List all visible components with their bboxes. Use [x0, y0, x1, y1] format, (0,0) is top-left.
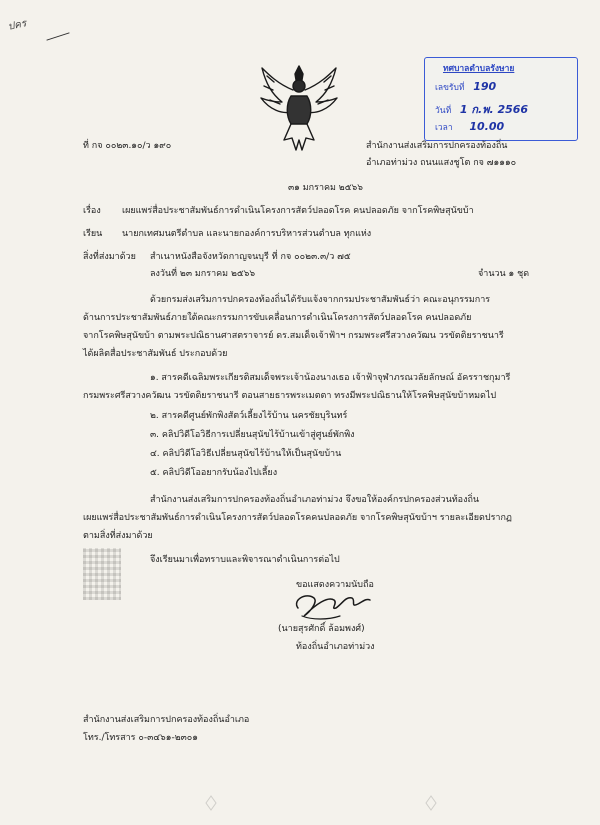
footer-phone: โทร./โทรสาร ๐-๓๔๖๑-๒๓๐๑: [83, 733, 199, 743]
pen-stroke: [46, 32, 69, 40]
closing: ขอแสดงความนับถือ: [296, 580, 374, 590]
enclosure-label: สิ่งที่ส่งมาด้วย: [83, 252, 136, 262]
faint-emblem-icon: [200, 795, 222, 811]
signature-icon: [288, 586, 378, 626]
stamp-org: ทศบาลตำบลรังษาย: [443, 64, 515, 74]
footer-office: สำนักงานส่งเสริมการปกครองท้องถิ่นอำเภอ: [83, 715, 250, 725]
enclosure-line1: สำเนาหนังสือจังหวัดกาญจนบุรี ที่ กจ ๐๐๒๓.๓/ว ๗๕: [150, 252, 351, 262]
letter-date: ๓๑ มกราคม ๒๕๖๖: [288, 183, 363, 193]
sender-line2: อำเภอท่าม่วง ถนนแสงชูโต กจ ๗๑๑๑๐: [366, 158, 517, 168]
para1-line: ด้วยกรมส่งเสริมการปกครองท้องถิ่นได้รับแจ้งจากกรมประชาสัมพันธ์ว่า คณะอนุกรรมการ: [150, 295, 491, 305]
para2-line: เผยแพร่สื่อประชาสัมพันธ์การดำเนินโครงการสัตว์ปลอดโรคคนปลอดภัย จากโรคพิษสุนัขบ้าฯ รายละเอียดปรากฏ: [83, 513, 512, 523]
receive-stamp: [424, 57, 578, 141]
faint-qr-code: [83, 548, 121, 600]
signer-name: (นายสุรศักดิ์ ล้อมพงศ์): [278, 624, 365, 634]
list-item: ๒. สารคดีศูนย์พักพิงสัตว์เลี้ยงไร้บ้าน นครชัยบุรินทร์: [150, 411, 348, 421]
list-item: ๕. คลิปวิดีโออยากรับน้องไปเลี้ยง: [150, 468, 278, 478]
item1-line: ๑. สารคดีเฉลิมพระเกียรติสมเด็จพระเจ้าน้องนางเธอ เจ้าฟ้าจุฬาภรณวลัยลักษณ์ อัครราชกุมารี: [150, 373, 511, 383]
para2-line: ตามสิ่งที่ส่งมาด้วย: [83, 531, 153, 541]
stamp-receive-no: 190: [473, 80, 497, 93]
list-item: ๓. คลิปวิดีโอวิธีการเปลี่ยนสุนัขไร้บ้านเข้าสู่ศูนย์พักพิง: [150, 430, 355, 440]
stamp-time-label: เวลา: [435, 123, 453, 133]
handwritten-mark: ปคร: [7, 18, 28, 33]
enclosure-count: จำนวน ๑ ชุด: [478, 269, 530, 279]
list-item: ๔. คลิปวิดีโอวิธีเปลี่ยนสุนัขไร้บ้านให้เป็นสุนัขบ้าน: [150, 449, 342, 459]
garuda-emblem-icon: [258, 60, 340, 156]
stamp-receive-label: เลขรับที่: [435, 83, 465, 93]
stamp-date: 1 ก.พ. 2566: [459, 103, 529, 116]
recipient-label: เรียน: [83, 229, 103, 239]
sender-line1: สำนักงานส่งเสริมการปกครองท้องถิ่น: [366, 141, 508, 151]
signer-position: ท้องถิ่นอำเภอท่าม่วง: [296, 642, 375, 652]
item1-line: กรมพระศรีสวางควัฒน วรขัตติยราชนารี ตอนสายธารพระเมตตา ทรงมีพระปณิธานให้โรคพิษสุนัขบ้าหมดไป: [83, 391, 497, 401]
stamp-date-label: วันที่: [435, 106, 452, 116]
para1-line: ได้ผลิตสื่อประชาสัมพันธ์ ประกอบด้วย: [83, 349, 228, 359]
stamp-time: 10.00: [469, 120, 505, 133]
para3: จึงเรียนมาเพื่อทราบและพิจารณาดำเนินการต่อไป: [150, 555, 340, 565]
recipient-text: นายกเทศมนตรีตำบล และนายกองค์การบริหารส่วนตำบล ทุกแห่ง: [122, 229, 372, 239]
para1-line: ด้านการประชาสัมพันธ์ภายใต้คณะกรรมการขับเคลื่อนการดำเนินโครงการสัตว์ปลอดโรค คนปลอดภัย: [83, 313, 472, 323]
doc-number: ที่ กจ ๐๐๒๓.๑๐/ว ๑๙๐: [83, 141, 172, 151]
para1-line: จากโรคพิษสุนัขบ้า ตามพระปณิธานศาสตราจารย์ ดร.สมเด็จเจ้าฟ้าฯ กรมพระศรีสวางควัฒน วรขัตติยราชนารี: [83, 331, 504, 341]
para2-line: สำนักงานส่งเสริมการปกครองท้องถิ่นอำเภอท่าม่วง จึงขอให้องค์กรปกครองส่วนท้องถิ่น: [150, 495, 480, 505]
faint-emblem-icon: [420, 795, 442, 811]
subject-text: เผยแพร่สื่อประชาสัมพันธ์การดำเนินโครงการสัตว์ปลอดโรค คนปลอดภัย จากโรคพิษสุนัขบ้า: [122, 206, 474, 216]
subject-label: เรื่อง: [83, 206, 101, 216]
enclosure-line2: ลงวันที่ ๒๓ มกราคม ๒๕๖๖: [150, 269, 256, 279]
